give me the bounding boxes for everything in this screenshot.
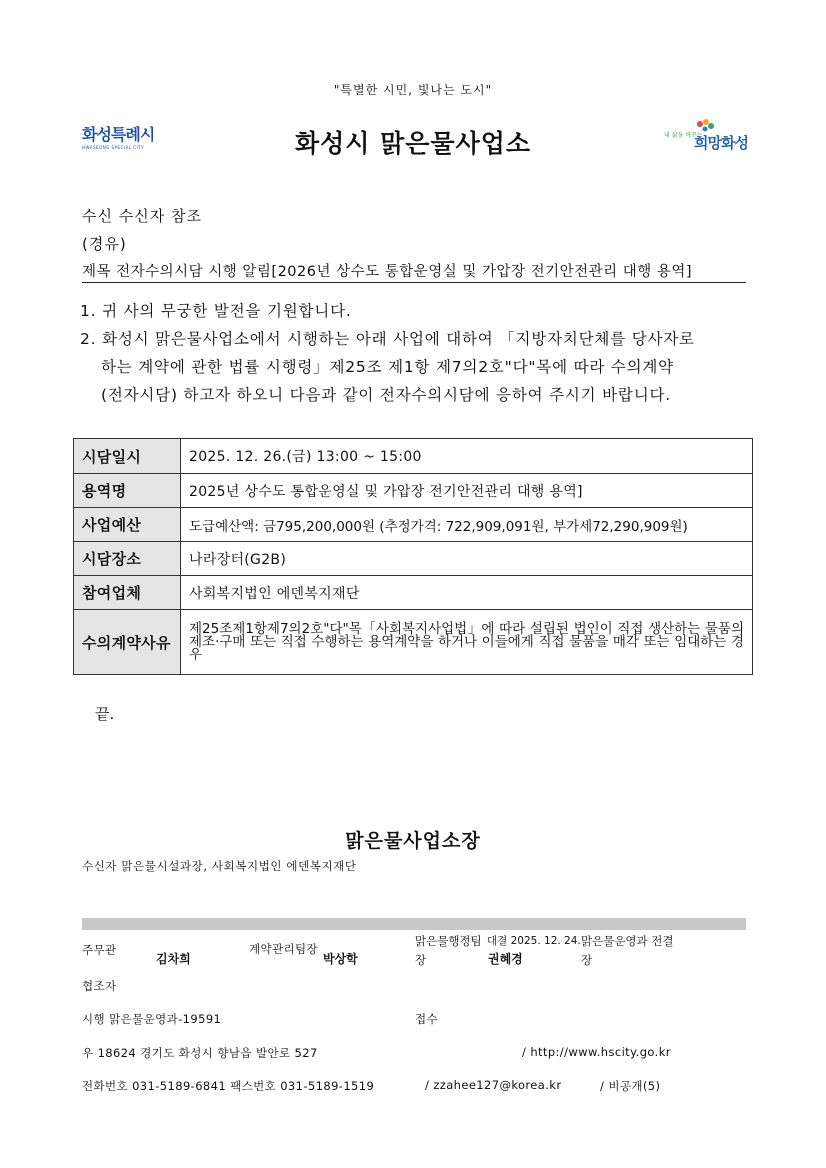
subject-divider bbox=[82, 282, 746, 283]
proxy-note: 대결 2025. 12. 24. bbox=[487, 935, 581, 947]
cooperator-label: 협조자 bbox=[82, 979, 117, 993]
row-value: 2025. 12. 26.(금) 13:00 ~ 15:00 bbox=[181, 439, 753, 474]
paragraph-2-line-1: 2. 화성시 맑은물사업소에서 시행하는 아래 사업에 대하여 「지방자치단체를 당사자로 bbox=[80, 330, 695, 348]
right-logo-text: 희망화성 bbox=[694, 134, 748, 152]
subject-line: 제목 전자수의시담 시행 알림[2026년 상수도 통합운영실 및 가압장 전기안전관리 대행 용역] bbox=[82, 264, 693, 280]
right-logo-sub: 내 삶을 바꾸는 bbox=[664, 132, 703, 139]
row-label: 수의계약사유 bbox=[74, 610, 181, 675]
contract-info-table bbox=[73, 438, 753, 675]
receipt-label: 접수 bbox=[415, 1012, 439, 1026]
reviewer-name: 박상학 bbox=[323, 952, 358, 966]
left-logo-text: 화성특례시 bbox=[82, 125, 155, 144]
table-row bbox=[74, 576, 753, 610]
phone-fax: 전화번호 031-5189-6841 팩스번호 031-5189-1519 bbox=[82, 1079, 375, 1093]
row-label: 참여업체 bbox=[74, 576, 181, 610]
left-logo-sub: HWASEONG SPECIAL CITY bbox=[82, 145, 145, 150]
row-label: 시담일시 bbox=[74, 439, 181, 474]
email-address: / zzahee127@korea.kr bbox=[425, 1078, 562, 1092]
drafter-title: 주무관 bbox=[82, 943, 117, 957]
row-value: 제25조제1항제7의2호"다"목「사회복지사업법」에 따라 설립된 법인이 직접 생산하는 물품의 제조·구매 또는 직접 수행하는 용역계약을 하거나 이들에게 직접 물품을 매각 또는 임대하는 경우 bbox=[181, 610, 753, 675]
approver-title-2: 장 bbox=[415, 953, 427, 967]
enforcement-number: 시행 맑은물운영과-19591 bbox=[82, 1012, 222, 1026]
table-row bbox=[74, 474, 753, 508]
reviewer-title: 계약관리팀장 bbox=[249, 942, 319, 956]
row-value: 사회복지법인 에덴복지재단 bbox=[181, 576, 753, 610]
final-approver-title: 맑은물운영과 전결 bbox=[581, 934, 674, 948]
paragraph-1: 1. 귀 사의 무궁한 발전을 기원합니다. bbox=[80, 302, 352, 320]
table-row bbox=[74, 610, 753, 675]
row-label: 시담장소 bbox=[74, 542, 181, 576]
organization-title: 화성시 맑은물사업소 bbox=[294, 129, 532, 158]
issuer-title: 맑은물사업소장 bbox=[345, 830, 481, 852]
hope-hwaseong-logo bbox=[664, 118, 754, 158]
row-label: 사업예산 bbox=[74, 508, 181, 542]
drafter-name: 김차희 bbox=[156, 952, 191, 966]
row-value: 2025년 상수도 통합운영실 및 가압장 전기안전관리 대행 용역] bbox=[181, 474, 753, 508]
row-value: 나라장터(G2B) bbox=[181, 542, 753, 576]
recipients-list: 수신자 맑은물시설과장, 사회복지법인 에덴복지재단 bbox=[82, 859, 357, 873]
row-label: 용역명 bbox=[74, 474, 181, 508]
postal-address: 우 18624 경기도 화성시 향남읍 발안로 527 bbox=[82, 1046, 318, 1060]
table-row bbox=[74, 508, 753, 542]
recipient-line: 수신 수신자 참조 bbox=[82, 207, 202, 225]
paragraph-2-line-3: (전자시담) 하고자 하오니 다음과 같이 전자수의시담에 응하여 주시기 바랍니다. bbox=[101, 386, 671, 404]
approver-title: 맑은물행정팀 bbox=[415, 934, 482, 948]
table-row bbox=[74, 439, 753, 474]
approval-divider bbox=[82, 918, 746, 930]
homepage-url: / http://www.hscity.go.kr bbox=[522, 1045, 671, 1059]
disclosure-status: / 비공개(5) bbox=[600, 1079, 661, 1093]
row-value: 도급예산액: 금795,200,000원 (추정가격: 722,909,091원, 부가세72,290,909원) bbox=[181, 508, 753, 542]
paragraph-2-line-2: 하는 계약에 관한 법률 시행령」제25조 제1항 제7의2호"다"목에 따라 수의계약 bbox=[101, 358, 674, 376]
table-row bbox=[74, 542, 753, 576]
end-mark: 끝. bbox=[95, 705, 115, 723]
slogan: "특별한 시민, 빛나는 도시" bbox=[333, 83, 493, 97]
approver-name: 권혜경 bbox=[488, 952, 523, 966]
via-line: (경유) bbox=[82, 235, 127, 253]
final-approver-title-2: 장 bbox=[581, 953, 593, 967]
